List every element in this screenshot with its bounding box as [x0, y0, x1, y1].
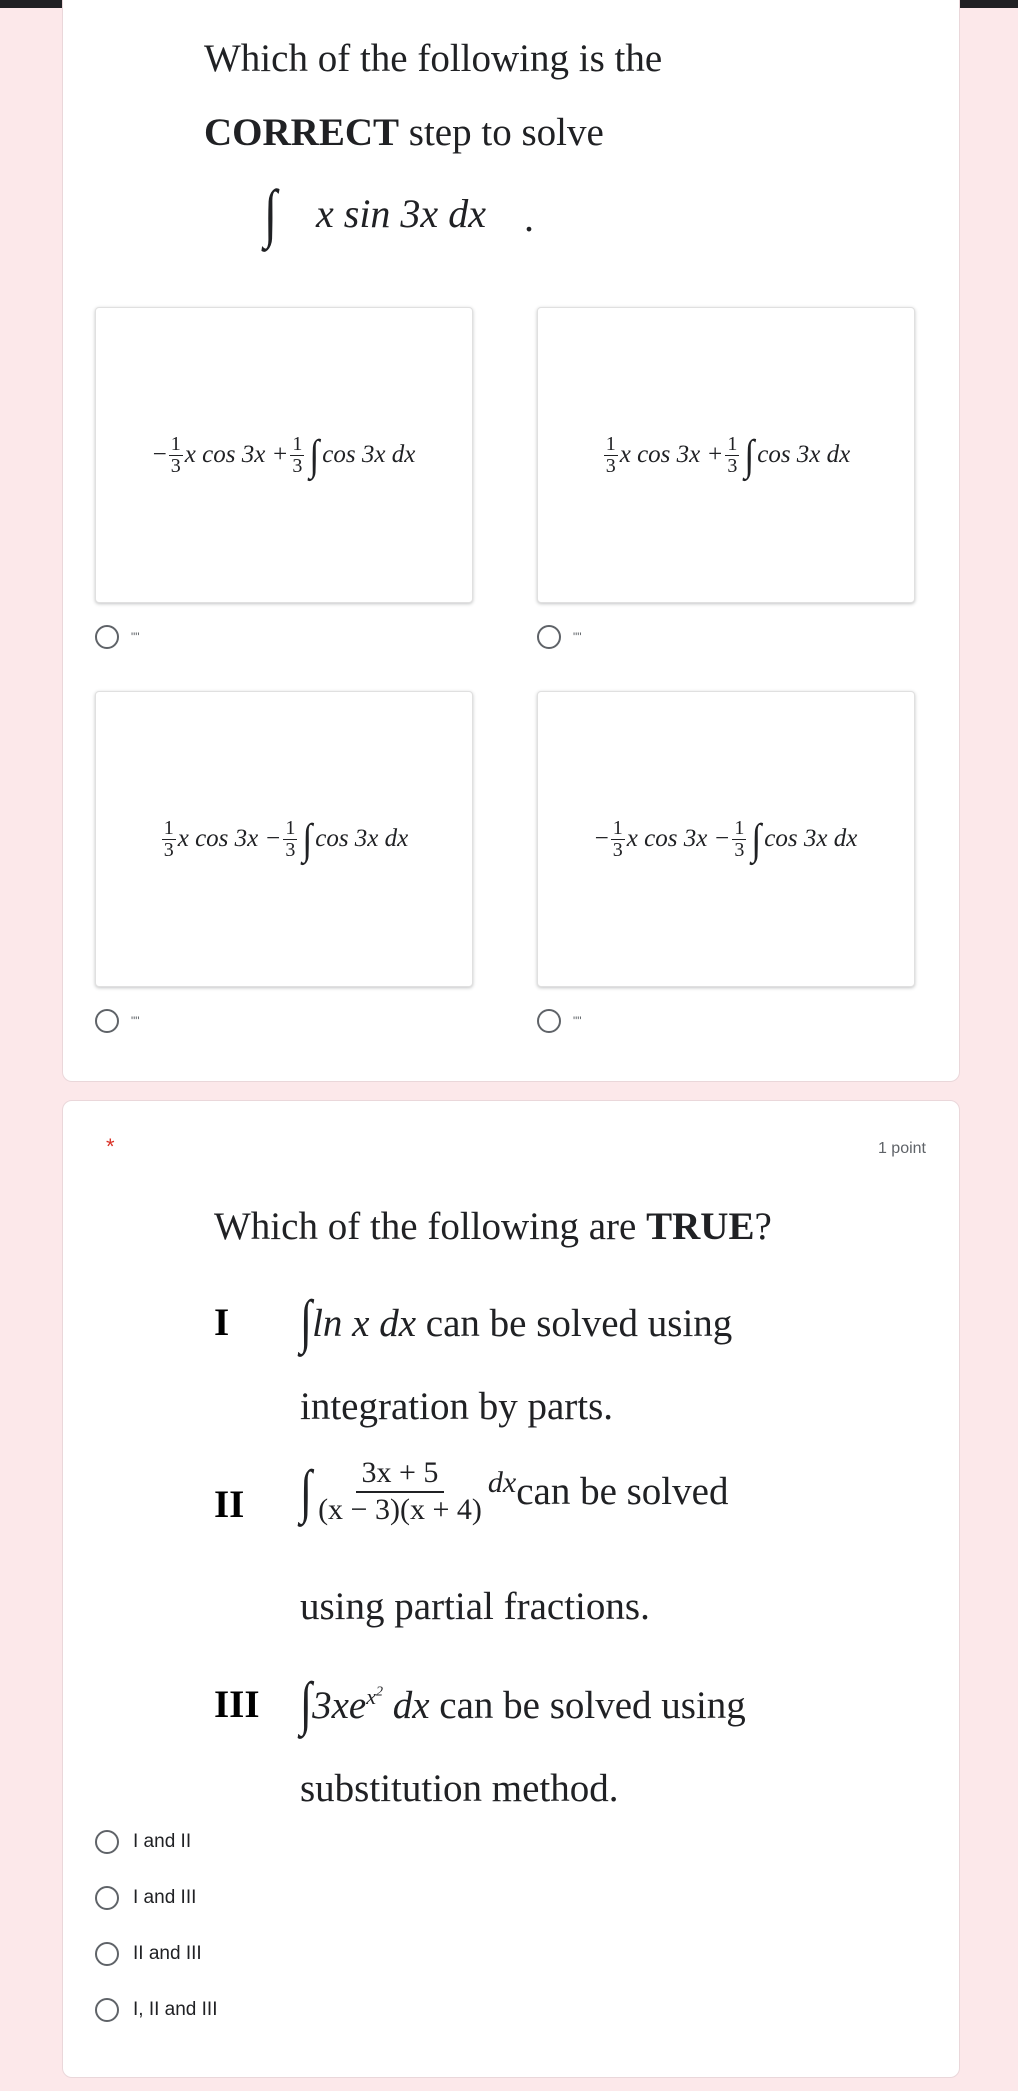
question-2-title-pre: Which of the following are: [214, 1205, 647, 1248]
option-1-radio-row[interactable]: [95, 625, 140, 649]
statement-2-text: can be solved: [516, 1470, 729, 1513]
statement-1-numeral: I: [214, 1301, 230, 1344]
option-2-middle: x cos 3x +: [619, 441, 724, 468]
statement-2-fraction: [318, 1456, 482, 1527]
statement-1-line-1: [300, 1288, 733, 1355]
question-1-period: .: [524, 195, 534, 240]
question-2-title: [214, 1204, 772, 1249]
option-1-label: "": [131, 630, 140, 644]
option-1-formula: [152, 431, 416, 479]
statement-1-text: can be solved using: [416, 1302, 733, 1345]
answer-option-2-radio[interactable]: [95, 1886, 119, 1910]
option-1-radio[interactable]: [95, 625, 119, 649]
option-image-1: [95, 307, 473, 603]
option-2-radio-row[interactable]: [537, 625, 582, 649]
question-1-line-2-rest: step to solve: [399, 111, 604, 154]
answer-option-4-label: I, II and III: [133, 1999, 218, 2020]
option-4-middle: x cos 3x −: [626, 825, 731, 852]
statement-3-numeral: III: [214, 1683, 260, 1726]
question-1-integrand: x sin 3x dx: [316, 191, 486, 236]
statement-3-exponent: x2: [366, 1684, 383, 1709]
statement-2-denominator: (x − 3)(x + 4): [318, 1492, 482, 1526]
integral-sign-icon: ∫: [302, 815, 313, 863]
answer-option-4-radio[interactable]: [95, 1998, 119, 2022]
option-image-3: [95, 691, 473, 987]
statement-1-expression: ln x dx: [312, 1302, 417, 1345]
integral-sign-icon: ∫: [264, 177, 278, 250]
statement-2-numerator: 3x + 5: [356, 1456, 445, 1493]
question-1-line-2: [204, 110, 604, 155]
statement-2-numeral: II: [214, 1483, 245, 1526]
option-4-label: "": [573, 1014, 582, 1028]
option-2-fraction-2: $\frac{1}{3}$: [727, 432, 738, 477]
statement-3-dx: dx: [382, 1684, 430, 1727]
option-3-fraction-1: $\frac{1}{3}$: [163, 816, 174, 861]
option-1-fraction-1: $\frac{1}{3}$: [170, 432, 181, 477]
answer-option-1-radio[interactable]: [95, 1830, 119, 1854]
option-4-fraction-2: $\frac{1}{3}$: [734, 816, 745, 861]
option-image-4: [537, 691, 915, 987]
statement-3-base: 3xe: [312, 1684, 367, 1727]
option-2-formula: [602, 431, 851, 479]
answer-option-1[interactable]: [95, 1830, 191, 1854]
points-label: 1 point: [877, 1140, 926, 1157]
option-2-tail: cos 3x dx: [757, 441, 851, 468]
statement-1-line-2: integration by parts.: [300, 1385, 614, 1428]
statement-2-line-2: using partial fractions.: [300, 1585, 650, 1628]
answer-option-3[interactable]: [95, 1942, 202, 1966]
option-3-label: "": [131, 1014, 140, 1028]
option-image-2: [537, 307, 915, 603]
integral-sign-icon: ∫: [300, 1670, 313, 1737]
answer-option-3-label: II and III: [133, 1943, 202, 1964]
option-4-radio[interactable]: [537, 1009, 561, 1033]
answer-option-4[interactable]: [95, 1998, 218, 2022]
option-4-radio-row[interactable]: [537, 1009, 582, 1033]
option-2-radio[interactable]: [537, 625, 561, 649]
option-1-tail: cos 3x dx: [322, 441, 416, 468]
option-2-label: "": [573, 630, 582, 644]
option-3-radio[interactable]: [95, 1009, 119, 1033]
question-1-bold-word: CORRECT: [204, 111, 400, 154]
option-4-sign: −: [594, 825, 609, 852]
option-3-fraction-2: $\frac{1}{3}$: [285, 816, 296, 861]
option-3-radio-row[interactable]: [95, 1009, 140, 1033]
answer-option-3-radio[interactable]: [95, 1942, 119, 1966]
question-1-line-1: Which of the following is the: [204, 37, 663, 80]
integral-sign-icon: ∫: [309, 431, 320, 479]
question-2-title-bold: TRUE: [646, 1205, 755, 1248]
option-4-fraction-1: $\frac{1}{3}$: [612, 816, 623, 861]
option-3-formula: [160, 815, 409, 863]
integral-sign-icon: ∫: [744, 431, 755, 479]
option-3-middle: x cos 3x −: [177, 825, 282, 852]
answer-option-1-label: I and II: [133, 1831, 192, 1852]
statement-3-line-1: [300, 1670, 746, 1737]
answer-option-2[interactable]: [95, 1886, 196, 1910]
integral-sign-icon: ∫: [300, 1288, 313, 1355]
statement-3-line-2: substitution method.: [300, 1767, 619, 1810]
option-3-tail: cos 3x dx: [315, 825, 409, 852]
option-1-middle: x cos 3x +: [184, 441, 289, 468]
statement-3-text: can be solved using: [429, 1684, 746, 1727]
statement-2-line-1: [300, 1456, 728, 1527]
question-2-title-post: ?: [754, 1205, 772, 1248]
integral-sign-icon: ∫: [751, 815, 762, 863]
option-2-fraction-1: $\frac{1}{3}$: [605, 432, 616, 477]
required-asterisk: *: [106, 1134, 115, 1159]
option-1-fraction-2: $\frac{1}{3}$: [292, 432, 303, 477]
answer-option-2-label: I and III: [133, 1887, 197, 1908]
option-4-tail: cos 3x dx: [764, 825, 858, 852]
option-1-sign: −: [152, 441, 167, 468]
integral-sign-icon: ∫: [300, 1458, 313, 1525]
option-4-formula: [594, 815, 858, 863]
statement-2-dx: dx: [487, 1466, 517, 1499]
